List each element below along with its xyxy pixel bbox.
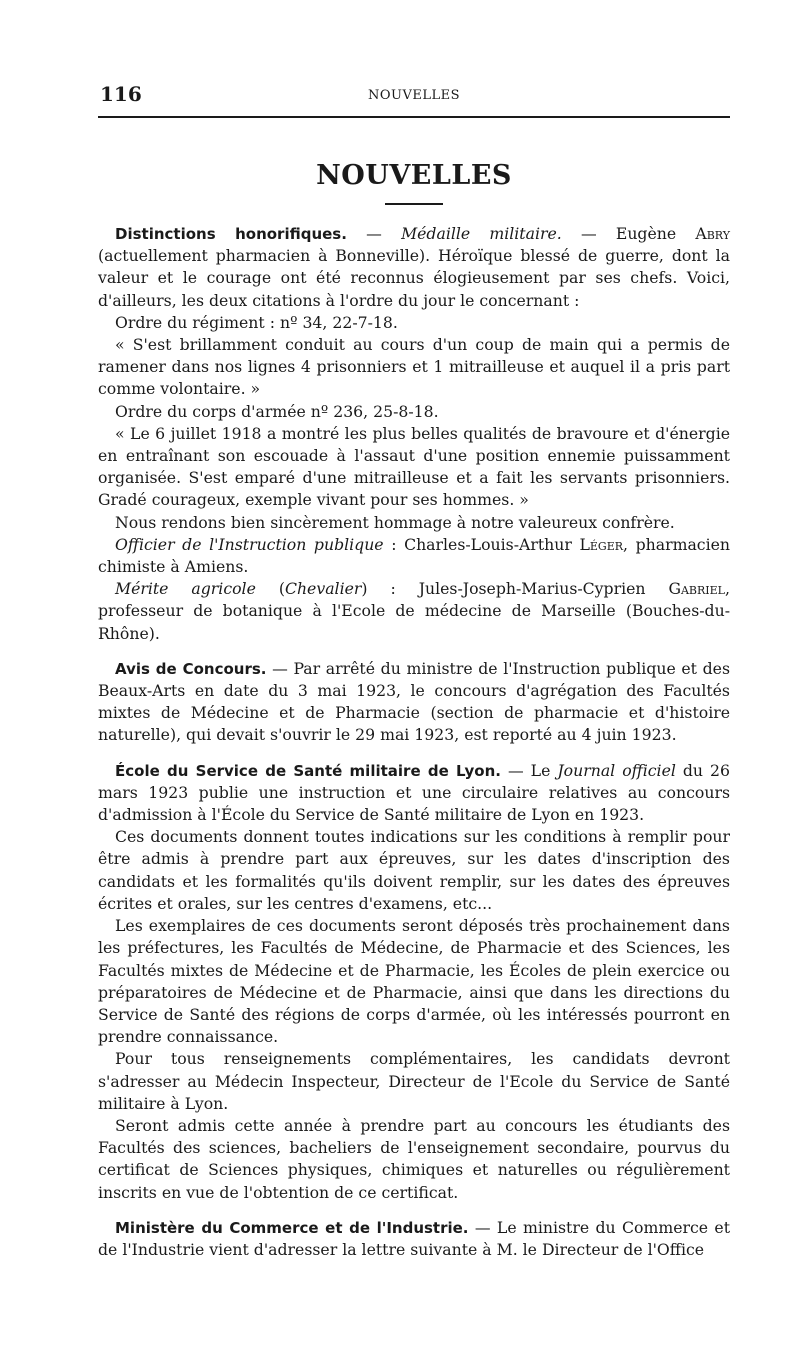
ordre-corps: Ordre du corps d'armée nº 236, 25-8-18. <box>115 401 439 421</box>
merite-paragraph: Mérite agricole (Chevalier) : Jules-Joseph-Marius-Cyprien Gabriel, professeur de botanique à l'Ecole de médecine de Marseille (Bouches-du-Rhône). <box>98 579 730 643</box>
citation-2: « Le 6 juillet 1918 a montré les plus belles qualités de bravoure et d'énergie en entraînant son escouade à l'assaut d'une position ennemie puissamment organisée. S'est emparé d'une mitrailleuse et a fait les servants prisonniers. Gradé courageux, exemple vivant pour ses hommes. » <box>98 423 730 510</box>
ecole-paragraph-2: Ces documents donnent toutes indications sur les conditions à remplir pour être admis à prendre part aux épreuves, sur les dates d'inscription des candidats et les formalités qu'ils doivent remplir, sur les dates des épreuves écrites et orales, sur les centres d'examens, etc... <box>98 827 730 913</box>
running-title: NOUVELLES <box>367 88 461 103</box>
text-run: du 26 mars 1923 publie une instruction et une circulaire relatives au concours d'admission à l'École du Service de Santé militaire de Lyon en 1923. <box>98 760 730 825</box>
header-rule <box>98 116 730 118</box>
surname-abry: Abry <box>695 224 730 243</box>
text-run: : Charles-Louis-Arthur <box>383 534 580 554</box>
ecole-paragraph <box>98 760 730 827</box>
chevalier-label: Chevalier <box>284 579 362 599</box>
hommage-paragraph: Nous rendons bien sincèrement hommage à notre valeureux confrère. <box>115 512 675 532</box>
surname-leger: Léger <box>579 534 623 554</box>
text-run: — Eugène <box>561 224 696 243</box>
text-run: — Par arrêté du ministre de l'Instruction publique et des Beaux-Arts en date du 3 mai 1923, le concours d'agrégation des Facultés mixtes de Médecine et de Pharmacie (section de pharmacie et d'histoire naturelle), qui devait s'ouvrir le 29 mai 1923, est reporté au 4 juin 1923. <box>98 658 730 745</box>
journal-page <box>98 78 730 1261</box>
ecole-paragraph-5: Seront admis cette année à prendre part au concours les étudiants des Facultés des sciences, bacheliers de l'enseignement secondaire, pourvus du certificat de Sciences physiques, chimiques et naturelles ou régulièrement inscrits en vue de l'obtention de ce certificat. <box>98 1115 730 1202</box>
citation-1: « S'est brillamment conduit au cours d'un coup de main qui a permis de ramener dans nos lignes 4 prisonniers et 1 mitrailleuse et auquel il a pris part comme volontaire. » <box>98 335 730 399</box>
merite-label: Mérite agricole <box>115 579 256 599</box>
medaille-label: Médaille militaire. <box>401 224 562 243</box>
surname-gabriel: Gabriel <box>668 579 725 599</box>
distinctions-heading: Distinctions honorifiques. <box>115 225 347 243</box>
officier-paragraph <box>98 534 730 578</box>
journal-officiel: Journal officiel <box>557 760 676 780</box>
section-title: NOUVELLES <box>316 160 512 191</box>
text-run: , pharmacien chimiste à Amiens. <box>98 534 730 577</box>
ecole-paragraph-3: Les exemplaires de ces documents seront déposés très prochainement dans les préfectures, les Facultés de Médecine, de Pharmacie et des Sciences, les Facultés mixtes de Médecine et de Pharmacie, les Écoles de plein exercice ou préparatoires de Médecine et de Pharmacie, ainsi que dans les directions du Service de Santé des régions de corps d'armée, où les intéressés pourront en prendre connaissance. <box>98 916 730 1047</box>
ministere-paragraph <box>98 1217 730 1261</box>
avis-heading: Avis de Concours. <box>115 659 267 678</box>
text-run: (actuellement pharmacien à Bonneville). Héroïque blessé de guerre, dont la valeur et le courage ont été reconnus élogieusement par ses chefs. Voici, d'ailleurs, les deux citations à l'ordre du jour le concernant : <box>98 246 730 310</box>
title-rule <box>385 203 443 205</box>
officier-label: Officier de l'Instruction publique <box>115 534 384 554</box>
ecole-heading: École du Service de Santé militaire de Lyon. <box>115 761 501 780</box>
text-run: : Jules-Joseph-Marius-Cyprien <box>367 579 669 599</box>
text-run: — Le ministre du Commerce et de l'Industrie vient d'adresser la lettre suivante à M. le Directeur de l'Office <box>98 1217 731 1259</box>
running-header <box>98 78 730 112</box>
text-run: — Le <box>501 760 558 780</box>
dash: — <box>346 224 402 243</box>
avis-paragraph <box>98 658 730 747</box>
ecole-paragraph-4: Pour tous renseignements complémentaires, les candidats devront s'adresser au Médecin Inspecteur, Directeur de l'Ecole du Service de Santé militaire à Lyon. <box>98 1049 730 1113</box>
text-run: , professeur de botanique à l'Ecole de médecine de Marseille (Bouches-du-Rhône). <box>98 579 730 643</box>
ministere-heading: Ministère du Commerce et de l'Industrie. <box>115 1218 469 1237</box>
page-number: 116 <box>100 82 142 106</box>
distinctions-paragraph <box>98 223 730 312</box>
ordre-regiment: Ordre du régiment : nº 34, 22-7-18. <box>115 312 398 332</box>
article-body <box>98 223 730 1261</box>
